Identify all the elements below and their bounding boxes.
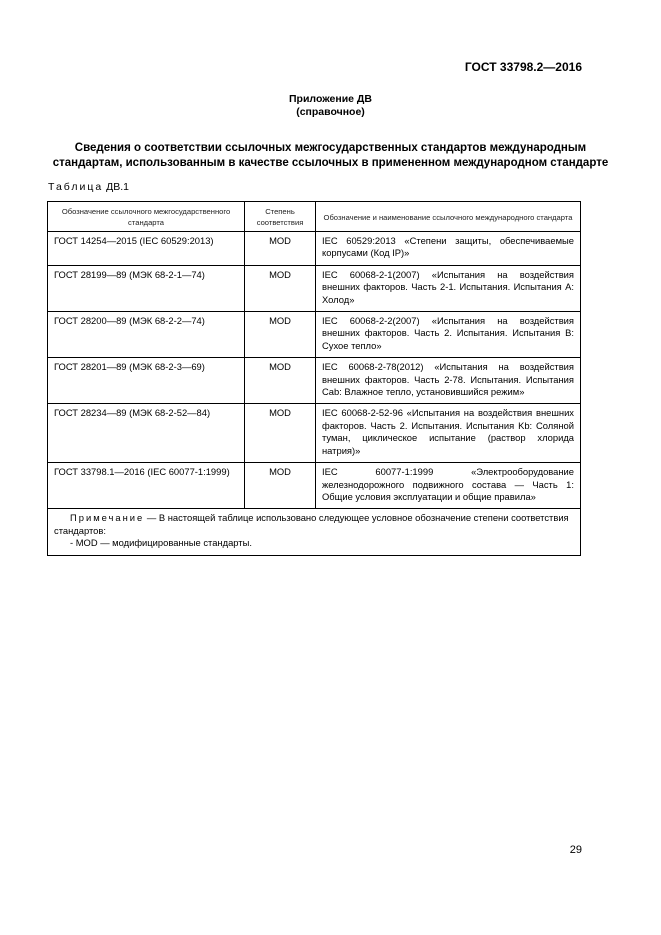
table-note xyxy=(48,509,581,555)
cell-international: IEC 60068-2-78(2012) «Испытания на воздействия внешних факторов. Часть 2-78. Испытания. Испытания Cab: Влажное тепло, установившийся режим» xyxy=(316,358,581,404)
cell-degree: MOD xyxy=(245,463,316,509)
cell-international: IEC 60068-2-52-96 «Испытания на воздействия внешних факторов. Часть 2. Испытания. Испытания Kb: Соляной туман, циклическое испытание (раствор хлорида натрия)» xyxy=(316,404,581,463)
table-caption-word: Таблица xyxy=(48,181,104,193)
cell-degree: MOD xyxy=(245,358,316,404)
table-header-row xyxy=(48,202,581,232)
column-header-gost: Обозначение ссылочного межгосударственного стандарта xyxy=(48,202,245,232)
document-code: ГОСТ 33798.2—2016 xyxy=(464,60,582,74)
column-header-international: Обозначение и наименование ссылочного международного стандарта xyxy=(316,202,581,232)
cell-international: IEC 60077-1:1999 «Электрооборудование железнодорожного подвижного состава — Часть 1: Общие условия эксплуатации и общие правила» xyxy=(316,463,581,509)
cell-degree: MOD xyxy=(245,312,316,358)
annex-title: Приложение ДВ xyxy=(289,93,372,105)
cell-international: IEC 60068-2-2(2007) «Испытания на воздействия внешних факторов. Часть 2. Испытания. Испытания В: Сухое тепло» xyxy=(316,312,581,358)
note-item: - MOD — модифицированные стандарты. xyxy=(70,537,252,549)
table-note-row xyxy=(48,509,581,555)
note-label: Примечание xyxy=(70,512,145,524)
table-row xyxy=(48,265,581,311)
column-header-degree: Степень соответствия xyxy=(245,202,316,232)
table-caption xyxy=(48,181,129,193)
section-heading: Сведения о соответствии ссылочных межгосударственных стандартов международным стандартам, использованным в качестве ссылочных в примененном международном стандарте xyxy=(52,142,609,169)
cell-degree: MOD xyxy=(245,404,316,463)
cell-degree: MOD xyxy=(245,265,316,311)
annex-title-block xyxy=(0,93,661,119)
cell-gost: ГОСТ 14254—2015 (IEC 60529:2013) xyxy=(48,232,245,266)
cell-gost: ГОСТ 28199—89 (МЭК 68-2-1—74) xyxy=(48,265,245,311)
cell-international: IEC 60529:2013 «Степени защиты, обеспечиваемые корпусами (Код IP)» xyxy=(316,232,581,266)
correspondence-table xyxy=(47,201,581,556)
cell-gost: ГОСТ 33798.1—2016 (IEC 60077-1:1999) xyxy=(48,463,245,509)
table-note-line xyxy=(54,512,574,537)
table-row xyxy=(48,358,581,404)
cell-international: IEC 60068-2-1(2007) «Испытания на воздействия внешних факторов. Часть 2-1. Испытания. Испытания А: Холод» xyxy=(316,265,581,311)
table-row xyxy=(48,404,581,463)
table-row xyxy=(48,232,581,266)
cell-degree: MOD xyxy=(245,232,316,266)
cell-gost: ГОСТ 28234—89 (МЭК 68-2-52—84) xyxy=(48,404,245,463)
annex-subtitle: (справочное) xyxy=(296,106,365,118)
table-row xyxy=(48,312,581,358)
cell-gost: ГОСТ 28200—89 (МЭК 68-2-2—74) xyxy=(48,312,245,358)
cell-gost: ГОСТ 28201—89 (МЭК 68-2-3—69) xyxy=(48,358,245,404)
table-row xyxy=(48,463,581,509)
page-number: 29 xyxy=(569,844,582,856)
note-text: — В настоящей таблице использовано следующее условное обозначение степени соответствия стандартов: xyxy=(54,512,569,536)
table-caption-number: ДВ.1 xyxy=(106,181,129,193)
